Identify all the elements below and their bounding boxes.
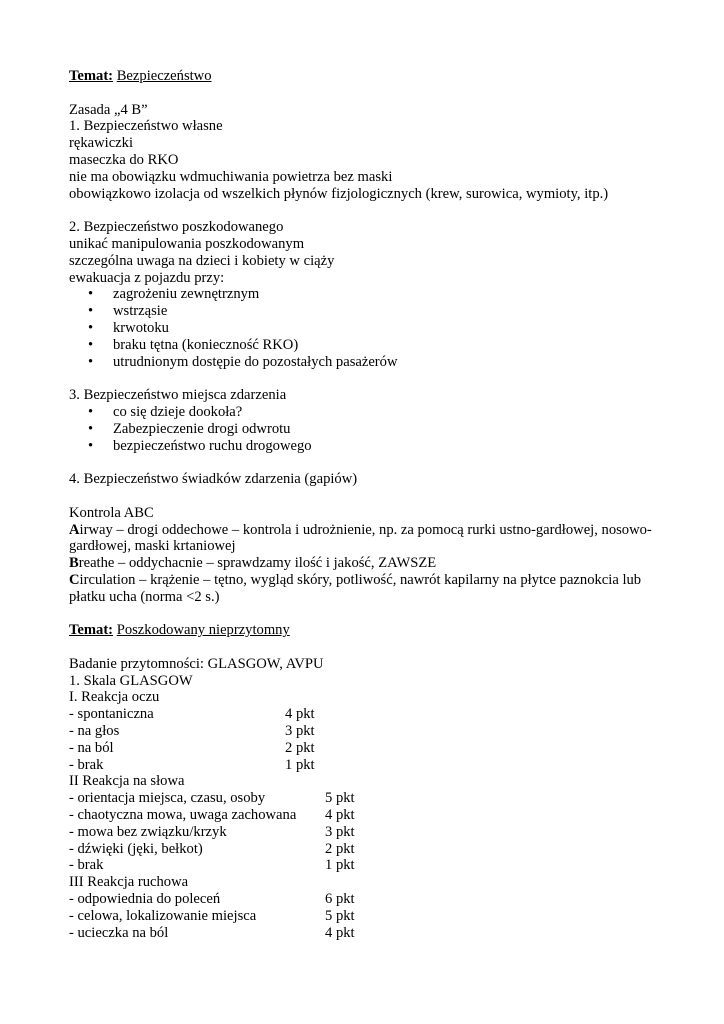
subsection-heading: I. Reakcja oczu [69, 689, 160, 706]
score-value: 1 pkt [285, 756, 315, 773]
abc-letter: A [69, 521, 80, 538]
topic-title: Bezpieczeństwo [116, 68, 212, 84]
score-label: - dźwięki (jęki, bełkot) [69, 840, 203, 857]
list-item-text: co się dzieje dookoła? [113, 403, 243, 420]
score-label: - na głos [69, 723, 120, 740]
text-line: ewakuacja z pojazdu przy: [69, 269, 225, 286]
section-heading: 4. Bezpieczeństwo świadków zdarzenia (gapiów) [69, 471, 358, 488]
text-line: unikać manipulowania poszkodowanym [69, 235, 305, 252]
score-value: 3 pkt [325, 823, 355, 840]
score-row [69, 723, 684, 740]
text-line: nie ma obowiązku wdmuchiwania powietrza bez maski [69, 168, 393, 185]
score-label: - celowa, lokalizowanie miejsca [69, 907, 257, 924]
score-row [69, 740, 684, 757]
list-item [69, 303, 684, 320]
abc-letter: C [69, 571, 80, 588]
topic-label: Temat: [69, 622, 114, 639]
bullet-icon: • [88, 336, 94, 353]
text-line: obowiązkowo izolacja od wszelkich płynów fizjologicznych (krew, surowica, wymioty, itp.) [69, 185, 609, 202]
score-value: 1 pkt [325, 857, 355, 874]
score-row [69, 841, 684, 858]
list-item [69, 354, 684, 371]
score-label: - orientacja miejsca, czasu, osoby [69, 790, 266, 807]
score-label: - mowa bez związku/krzyk [69, 823, 227, 840]
score-label: - spontaniczna [69, 706, 154, 723]
section-heading: 1. Skala GLASGOW [69, 672, 193, 689]
subsection-heading: III Reakcja ruchowa [69, 874, 189, 891]
text-line: Badanie przytomności: GLASGOW, AVPU [69, 655, 324, 672]
list-item [69, 421, 684, 438]
score-row [69, 925, 684, 942]
topic-title: Poszkodowany nieprzytomny [116, 622, 290, 639]
abc-airway [69, 522, 659, 556]
abc-text: irculation – krążenie – tętno, wygląd skóry, potliwość, nawrót kapilarny na płytce paznokcia lub płatku ucha (norma <2 s.) [69, 571, 642, 605]
score-label: - odpowiednia do poleceń [69, 891, 221, 908]
section-heading: 2. Bezpieczeństwo poszkodowanego [69, 219, 284, 236]
score-label: - ucieczka na ból [69, 924, 169, 941]
score-value: 5 pkt [325, 907, 355, 924]
bullet-icon: • [88, 353, 94, 370]
score-value: 3 pkt [285, 723, 315, 740]
list-item [69, 286, 684, 303]
score-row [69, 891, 684, 908]
score-row [69, 824, 684, 841]
list-item-text: braku tętna (konieczność RKO) [113, 336, 299, 353]
abc-circulation [69, 572, 659, 606]
list-item [69, 438, 684, 455]
list-item [69, 404, 684, 421]
score-value: 6 pkt [325, 891, 355, 908]
score-value: 4 pkt [285, 706, 315, 723]
list-item-text: utrudnionym dostępie do pozostałych pasażerów [113, 353, 398, 370]
score-value: 4 pkt [325, 924, 355, 941]
bullet-icon: • [88, 420, 94, 437]
bullet-icon: • [88, 319, 94, 336]
abc-breathe [69, 555, 659, 572]
score-value: 2 pkt [325, 840, 355, 857]
list-item-text: Zabezpieczenie drogi odwrotu [113, 420, 291, 437]
score-row [69, 807, 684, 824]
score-label: - chaotyczna mowa, uwaga zachowana [69, 807, 297, 824]
score-value: 5 pkt [325, 790, 355, 807]
score-row [69, 790, 684, 807]
list-item [69, 337, 684, 354]
list-item-text: bezpieczeństwo ruchu drogowego [113, 437, 312, 454]
subsection-heading: II Reakcja na słowa [69, 773, 185, 790]
score-label: - na ból [69, 739, 114, 756]
score-row [69, 706, 684, 723]
list-item-text: krwotoku [113, 319, 169, 336]
text-line: maseczka do RKO [69, 151, 179, 168]
list-item [69, 320, 684, 337]
bullet-icon: • [88, 403, 94, 420]
score-value: 4 pkt [325, 807, 355, 824]
list-item-text: wstrząsie [113, 303, 168, 320]
score-row [69, 857, 684, 874]
score-label: - brak [69, 756, 104, 773]
rule-line: Zasada „4 B” [69, 101, 148, 118]
bullet-icon: • [88, 286, 94, 303]
text-line: szczególna uwaga na dzieci i kobiety w ciąży [69, 252, 335, 269]
topic-label: Temat: [69, 68, 114, 84]
topic-heading [69, 68, 684, 85]
list-item-text: zagrożeniu zewnętrznym [113, 286, 260, 303]
score-value: 2 pkt [285, 739, 315, 756]
bullet-icon: • [88, 303, 94, 320]
abc-text: reathe – oddychacnie – sprawdzamy ilość i jakość, ZAWSZE [78, 555, 437, 572]
score-row [69, 908, 684, 925]
bullet-icon: • [88, 437, 94, 454]
text-line: rękawiczki [69, 135, 134, 152]
topic-heading [69, 622, 684, 639]
section-heading: 1. Bezpieczeństwo własne [69, 118, 223, 135]
abc-text: irway – drogi oddechowe – kontrola i udrożnienie, np. za pomocą rurki ustno-gardłowej, nosowo-gardłowej, maski krtaniowej [69, 521, 652, 555]
score-label: - brak [69, 857, 104, 874]
section-heading: Kontrola ABC [69, 504, 154, 521]
score-row [69, 757, 684, 774]
abc-letter: B [69, 555, 79, 572]
section-heading: 3. Bezpieczeństwo miejsca zdarzenia [69, 387, 287, 404]
